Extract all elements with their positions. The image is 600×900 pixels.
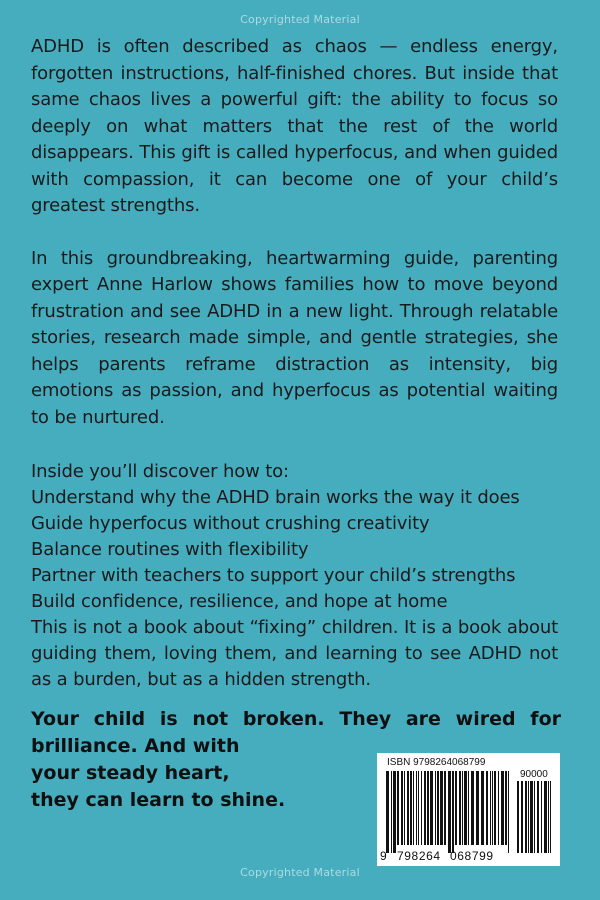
barcode-bar — [437, 771, 439, 845]
barcode-bar — [530, 781, 533, 853]
tagline-line-1: Your child is not broken. They are wired for — [31, 708, 561, 730]
barcode-bar — [521, 781, 523, 853]
barcode-bar — [490, 771, 491, 845]
list-item: Guide hyperfocus without crushing creativity — [31, 513, 430, 534]
addon-barcode-bars — [517, 781, 555, 853]
list-intro: Inside you’ll discover how to: — [31, 461, 289, 482]
barcode-bars — [386, 771, 513, 853]
barcode-bar — [541, 781, 542, 853]
price-code: 90000 — [520, 769, 548, 780]
barcode-bar — [468, 771, 469, 845]
barcode-bar — [464, 771, 467, 845]
barcode-bar — [407, 771, 409, 845]
benefit-list — [31, 485, 558, 615]
isbn-barcode — [377, 753, 560, 866]
barcode-bar — [498, 771, 499, 845]
barcode-bar — [430, 771, 433, 845]
barcode-bar — [505, 771, 507, 845]
paragraph-intro: ADHD is often described as chaos — endless energy, forgotten instructions, half-finished chores. But inside that same chaos lives a powerful gift: the ability to focus so deeply on what matters that the rest of the world disappears. This gift is called hyperfocus, and when guided with compassion, it can become one of your child’s greatest strengths. — [31, 36, 558, 216]
barcode-digits-left: 798264 — [397, 849, 441, 863]
barcode-digit-first: 9 — [380, 849, 387, 863]
list-item: Build confidence, resilience, and hope at home — [31, 591, 448, 612]
barcode-bar — [544, 781, 547, 853]
barcode-bar — [444, 771, 446, 845]
barcode-bar — [501, 771, 504, 845]
barcode-bar — [517, 781, 519, 853]
tagline-line-4: they can learn to shine. — [31, 789, 286, 811]
barcode-bar — [410, 771, 412, 845]
barcode-bar — [481, 771, 484, 845]
barcode-bar — [448, 771, 451, 853]
barcode-bar — [397, 771, 399, 845]
barcode-bar — [508, 771, 509, 853]
barcode-bar — [416, 771, 417, 845]
barcode-bar — [418, 771, 419, 845]
barcode-bar — [476, 771, 479, 845]
barcode-digits-right: 068799 — [450, 849, 494, 863]
watermark-top: Copyrighted Material — [240, 13, 360, 26]
barcode-bar — [435, 771, 436, 845]
barcode-bar — [548, 781, 549, 853]
barcode-bar — [494, 771, 496, 845]
barcode-bar — [537, 781, 539, 853]
barcode-bar — [534, 781, 535, 853]
barcode-bar — [421, 771, 422, 845]
back-cover-text — [31, 34, 558, 693]
watermark-bottom: Copyrighted Material — [240, 866, 360, 879]
tagline-line-3: your steady heart, — [31, 762, 230, 784]
tagline-line-2: brilliance. And with — [31, 735, 240, 757]
barcode-bar — [528, 781, 529, 853]
barcode-bar — [401, 771, 403, 845]
closing-paragraph: This is not a book about “fixing” children. It is a book about guiding them, loving them, and learning to see ADHD not as a burden, but as a hidden strength. — [31, 617, 558, 690]
barcode-bar — [455, 771, 457, 845]
barcode-bar — [424, 771, 426, 845]
list-item: Understand why the ADHD brain works the way it does — [31, 487, 520, 508]
barcode-bar — [386, 771, 389, 853]
list-item: Partner with teachers to support your child’s strengths — [31, 565, 516, 586]
barcode-bar — [393, 771, 396, 853]
barcode-bar — [452, 771, 454, 853]
barcode-bar — [391, 771, 392, 853]
barcode-bar — [492, 771, 493, 845]
barcode-bar — [462, 771, 463, 845]
barcode-bar — [404, 771, 405, 845]
list-item: Balance routines with flexibility — [31, 539, 309, 560]
barcode-bar — [440, 771, 443, 845]
barcode-bar — [550, 781, 551, 853]
barcode-bar — [486, 771, 488, 845]
barcode-bar — [525, 781, 527, 853]
paragraph-description: In this groundbreaking, heartwarming guide, parenting expert Anne Harlow shows families how to move beyond frustration and see ADHD in a new light. Through relatable stories, research made simple, and gentle strategies, she helps parents reframe distraction as intensity, big emotions as passion, and hyperfocus as potential waiting to be nurtured. — [31, 247, 558, 428]
barcode-bar — [427, 771, 429, 845]
barcode-bar — [471, 771, 474, 845]
barcode-bar — [413, 771, 414, 845]
isbn-label: ISBN 9798264068799 — [387, 757, 486, 768]
barcode-bar — [459, 771, 461, 845]
